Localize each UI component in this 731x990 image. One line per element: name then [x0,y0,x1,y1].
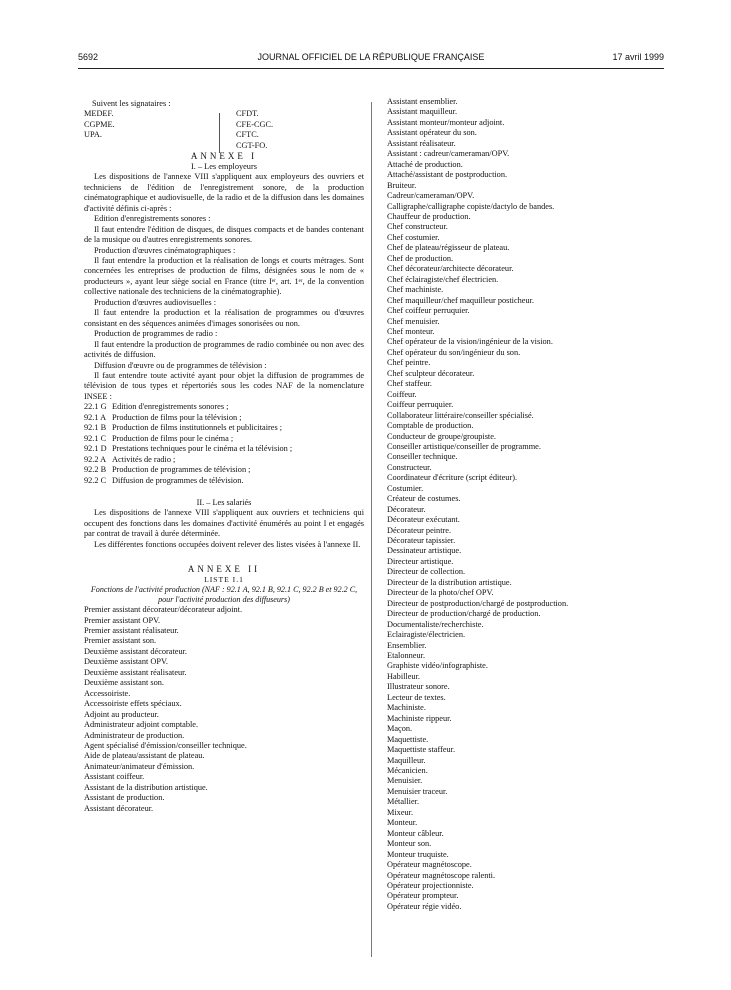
fonction-item: Machiniste rippeur. [387,713,452,723]
naf-label: Edition d'enregistrements sonores ; [112,402,229,412]
paragraph: Production d'œuvres audiovisuelles : [94,297,217,307]
fonction-item: Opérateur projectionniste. [387,880,474,890]
naf-label: Diffusion de programmes de télévision. [112,475,244,485]
paragraph: Il faut entendre la production de programmes de radio combinée ou non avec des activités de diffusion. [84,339,364,360]
fonction-item: Attaché de production. [387,159,463,169]
fonction-item: Illustrateur sonore. [387,682,450,692]
fonction-item: Directeur de la photo/chef OPV. [387,588,494,598]
signatory: UPA. [84,130,102,140]
fonction-item: Dessinateur artistique. [387,546,462,556]
fonction-item: Deuxième assistant son. [84,678,164,688]
fonction-item: Décorateur tapissier. [387,536,456,546]
fonction-item: Adjoint au producteur. [84,709,159,719]
fonction-item: Comptable de production. [387,421,474,431]
fonction-item: Conseiller technique. [387,452,458,462]
fonction-item: Monteur. [387,818,418,828]
fonction-item: Deuxième assistant OPV. [84,657,168,667]
fonction-item: Assistant de production. [84,793,165,803]
naf-code: 92.2 A [84,454,107,464]
fonction-item: Bruiteur. [387,180,417,190]
fonction-item: Aide de plateau/assistant de plateau. [84,751,205,761]
fonction-item: Assistant ensemblier. [387,97,458,106]
fonction-item: Administrateur de production. [84,730,185,740]
fonction-item: Chef machiniste. [387,285,444,295]
fonction-item: Ensemblier. [387,640,427,650]
paragraph: Il faut entendre l'édition de disques, de disques compacts et de bandes contenant de la musique ou d'autres enregistrements sonores. [84,224,364,245]
fonction-item: Machiniste. [387,703,426,713]
naf-code: 92.2 B [84,465,107,475]
naf-code-item [84,476,364,486]
fonction-item: Assistant opérateur du son. [387,128,477,138]
fonction-item: Décorateur. [387,504,426,514]
fonction-item: Maçon. [387,724,413,734]
fonction-item: Chef coiffeur perruquier. [387,306,470,316]
fonction-item: Mécanicien. [387,766,428,775]
fonction-item: Maquettiste staffeur. [387,745,456,755]
paragraph: Les dispositions de l'annexe VIII s'appliquent aux employeurs des ouvriers et techniciens de l'édition de l'enregistrement sonore, de la production cinématographique et audiovisuelle, de la radio et de la diffusion dans les domaines d'activité définis ci-après : [84,172,364,213]
fonction-item: Assistant décorateur. [84,803,154,813]
fonction-item: Attaché/assistant de postproduction. [387,170,508,180]
naf-code: 22.1 G [84,402,107,412]
naf-code-item [84,434,364,444]
naf-label: Production de programmes de télévision ; [112,465,251,475]
naf-code-item [84,423,364,433]
header-rule [78,68,664,69]
naf-code: 92.1 D [84,444,107,454]
fonction-item: Cadreur/cameraman/OPV. [387,191,475,201]
fonction-item: Accessoiriste. [84,688,131,698]
fonction-item: Eclairagiste/électricien. [387,630,466,640]
fonction-item: Chef opérateur de la vision/ingénieur de la vision. [387,337,553,347]
fonction-item: Coordinateur d'écriture (script éditeur). [387,473,518,483]
fonction-item: Chef peintre. [387,358,431,368]
fonction-item: Accessoiriste effets spéciaux. [84,699,182,709]
fonction-item: Opérateur magnétoscope. [387,860,472,870]
fonction-item: Agent spécialisé d'émission/conseiller technique. [84,741,247,751]
fonction-item: Coiffeur perruquier. [387,400,454,410]
fonction-item: Lecteur de textes. [387,692,446,702]
left-column [84,99,364,814]
fonctions-list [84,605,364,814]
fonction-item: Chef éclairagiste/chef électricien. [387,274,499,284]
naf-label: Production de films pour la télévision ; [112,412,242,422]
fonction-item: Constructeur. [387,462,432,472]
fonction-item: Conseiller artistique/conseiller de programme. [387,441,541,451]
fonction-item: Animateur/animateur d'émission. [84,761,195,771]
signatory: CGT-FO. [236,140,268,150]
fonction-item: Deuxième assistant réalisateur. [84,667,187,677]
fonction-item: Deuxième assistant décorateur. [84,646,187,656]
naf-code: 92.1 B [84,423,107,433]
paragraph: Les dispositions de l'annexe VIII s'appliquent aux ouvriers et techniciens qui occupent des fonctions dans les domaines d'activité énumérés au point I et engagés par contrat de travail à durée déterminée. [84,508,364,539]
signatory: MEDEF. [84,109,114,119]
fonction-item: Conducteur de groupe/groupiste. [387,431,496,441]
fonction-item: Collaborateur littéraire/conseiller spécialisé. [387,410,534,420]
fonction-item: Premier assistant son. [84,636,157,646]
paragraph: Il faut entendre la production et la réalisation de programmes ou d'œuvres consistant en des séquences animées d'images sonorisées ou non. [84,308,364,328]
fonction-item: Chef décorateur/architecte décorateur. [387,264,514,274]
fonction-item: Chef costumier. [387,232,440,242]
fonction-item: Chef constructeur. [387,222,448,232]
fonction-item: Assistant maquilleur. [387,107,458,117]
annexe-2-title: ANNEXE II [187,564,261,575]
fonction-item: Calligraphe/calligraphe copiste/dactylo de bandes. [387,201,555,211]
fonction-item: Directeur de la distribution artistique. [387,577,512,587]
fonctions-heading: Fonctions de l'activité production (NAF : 92.1 A, 92.1 B, 92.1 C, 92.2 B et 92.2 C, pour l'activité production des diffuseurs) [90,585,358,605]
fonction-item: Chef de plateau/régisseur de plateau. [387,243,510,253]
fonctions-list [387,97,673,912]
fonction-item: Chef menuisier. [387,316,440,326]
paragraph: Les différentes fonctions occupées doivent relever des listes visées à l'annexe II. [94,539,361,549]
naf-code: 92.1 A [84,412,107,422]
paragraph: Diffusion d'œuvre ou de programmes de télévision : [94,360,267,370]
fonction-item: Documentaliste/recherchiste. [387,619,484,629]
paragraph: Edition d'enregistrements sonores : [94,214,211,224]
naf-label: Production de films pour le cinéma ; [112,433,234,443]
fonction-item: Directeur de production/chargé de production. [387,609,541,619]
fonction-item: Habilleur. [387,671,420,681]
fonction-item: Assistant monteur/monteur adjoint. [387,117,505,127]
naf-code-item [84,413,364,423]
annexe-1-title: ANNEXE I [190,151,258,162]
signatory: CFTC. [236,130,259,140]
fonction-item: Chef de production. [387,253,454,263]
signatories-divider [219,113,220,153]
naf-label: Activités de radio ; [112,454,176,464]
fonction-item: Administrateur adjoint comptable. [84,720,199,730]
fonction-item: Décorateur exécutant. [387,515,460,525]
naf-code-item [84,465,364,475]
right-column [387,97,673,912]
fonction-item: Mixeur. [387,807,414,817]
signatory: CFDT. [236,109,259,119]
fonction-item: Assistant : cadreur/cameraman/OPV. [387,149,510,159]
fonction-item: Maquilleur. [387,755,426,765]
fonction-item: Chef sculpteur décorateur. [387,368,475,378]
fonction-item: Opérateur régie vidéo. [387,901,462,911]
fonction-item: Chef opérateur du son/ingénieur du son. [387,347,521,357]
naf-code: 92.1 C [84,433,107,443]
fonction-item: Monteur son. [387,839,432,849]
paragraph: Il faut entendre la production et la réalisation de longs et courts métrages. Sont concernées les entreprises de production de films, désignées sous le nom de « producteurs », ayant leur siège social en France (titre Iᵉʳ, art. 1ᵉʳ, de la convention collective nationale des techniciens de la cinématographie). [84,255,364,297]
naf-label: Production de films institutionnels et publicitaires ; [112,423,283,433]
paragraph: Production de programmes de radio : [94,329,218,339]
naf-code-item [84,455,364,465]
fonction-item: Graphiste vidéo/infographiste. [387,661,488,671]
signatory: CGPME. [84,119,115,129]
naf-code-item [84,402,364,412]
section-salaries-title: II. – Les salariés [196,497,252,507]
fonction-item: Chef monteur. [387,326,435,336]
fonction-item: Opérateur prompteur. [387,891,459,901]
signatories-intro: Suivent les signataires : [92,99,171,108]
fonction-item: Premier assistant OPV. [84,615,161,625]
fonction-item: Chef maquilleur/chef maquilleur posticheur. [387,295,534,305]
fonction-item: Etalonneur. [387,651,426,661]
page-number: 5692 [78,52,99,62]
fonction-item: Opérateur magnétoscope ralenti. [387,870,496,880]
fonction-item: Maquettiste. [387,734,429,744]
fonction-item: Monteur truquiste. [387,849,449,859]
section-employeurs-title: I. – Les employeurs [191,161,257,171]
fonction-item: Métallier. [387,797,420,807]
fonction-item: Décorateur peintre. [387,525,452,535]
fonction-item: Monteur câbleur. [387,828,444,838]
fonction-item: Coiffeur. [387,389,417,399]
signatory: CFE-CGC. [236,119,274,129]
fonction-item: Assistant de la distribution artistique. [84,782,208,792]
signatories-block [84,109,364,151]
fonction-item: Chef staffeur. [387,379,433,389]
column-divider [371,102,372,957]
naf-code-item [84,444,364,454]
fonction-item: Directeur de collection. [387,567,466,577]
fonction-item: Costumier. [387,483,424,493]
paragraph: Production d'œuvres cinématographiques : [94,245,236,255]
fonction-item: Directeur de postproduction/chargé de postproduction. [387,598,569,608]
fonction-item: Assistant coiffeur. [84,772,145,782]
fonction-item: Créateur de costumes. [387,494,461,504]
naf-code: 92.2 C [84,475,107,485]
naf-code-list [84,402,364,486]
fonction-item: Premier assistant réalisateur. [84,626,179,636]
liste-title: LISTE I.1 [204,574,244,584]
fonction-item: Menuisier traceur. [387,786,448,796]
publication-date: 17 avril 1999 [612,52,664,62]
naf-label: Prestations techniques pour le cinéma et la télévision ; [112,444,293,454]
journal-title: JOURNAL OFFICIEL DE LA RÉPUBLIQUE FRANÇAISE [257,52,485,62]
page-header [78,52,664,66]
fonction-item: Menuisier. [387,776,423,786]
paragraph: Il faut entendre toute activité ayant pour objet la diffusion de programmes de télévision de tous types et répertoriés sous les codes NAF de la nomenclature INSEE : [84,370,364,401]
fonction-item: Premier assistant décorateur/décorateur adjoint. [84,605,243,615]
fonction-item: Assistant réalisateur. [387,138,456,148]
fonction-item: Chauffeur de production. [387,211,471,221]
fonction-item: Directeur artistique. [387,556,454,566]
employer-signatories [84,109,115,140]
union-signatories [236,109,273,151]
